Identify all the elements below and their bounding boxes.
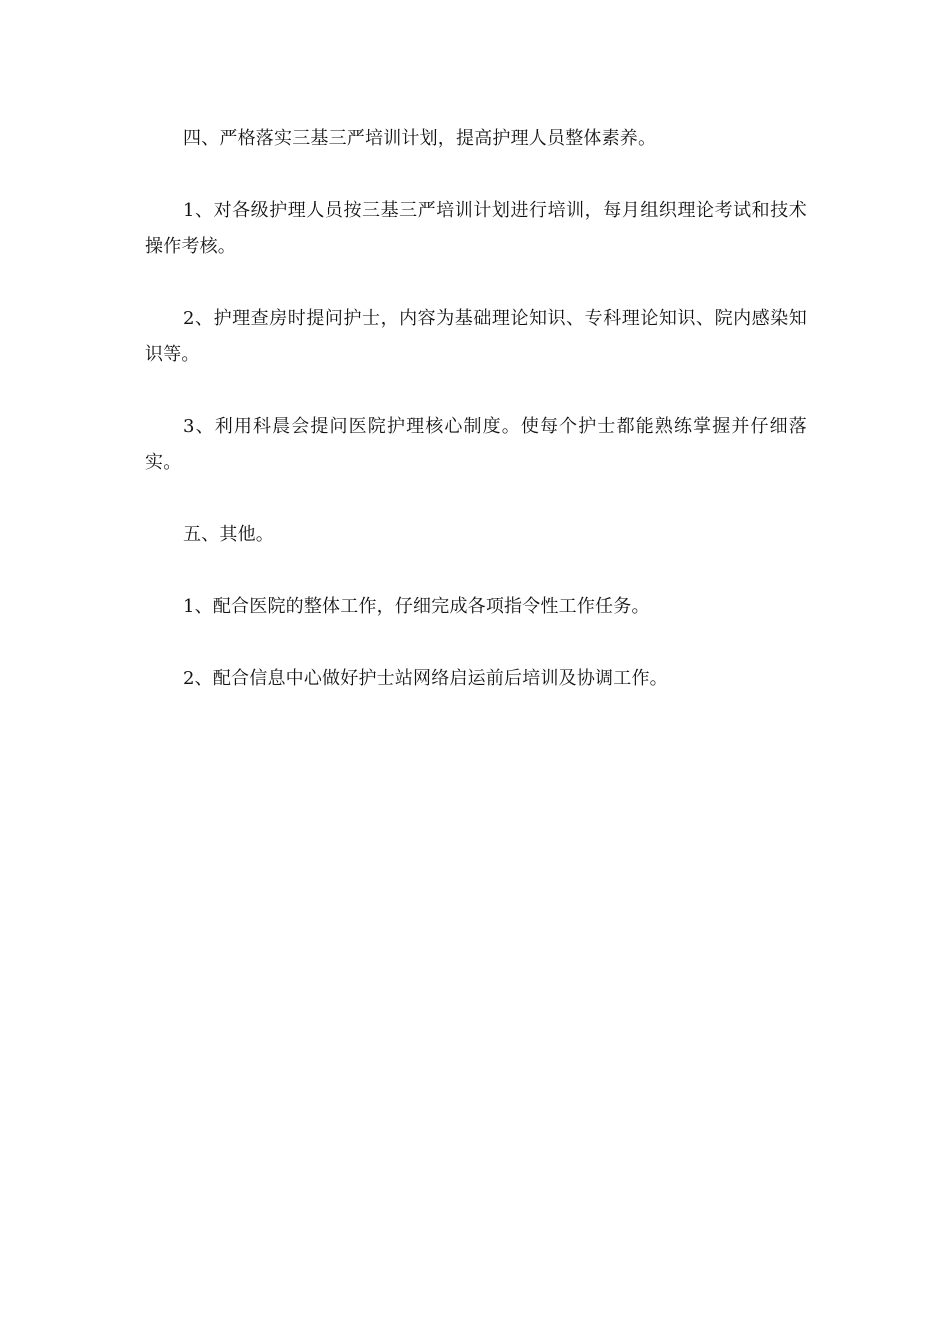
section-heading-four: 四、严格落实三基三严培训计划，提高护理人员整体素养。: [183, 128, 657, 149]
list-item-hospital-cooperation: 1、配合医院的整体工作，仔细完成各项指令性工作任务。: [183, 596, 650, 617]
list-item-morning-meeting: 3、利用科晨会提问医院护理核心制度。使每个护士都能熟练掌握并仔细落实。: [145, 416, 807, 473]
list-item-training-plan: 1、对各级护理人员按三基三严培训计划进行培训，每月组织理论考试和技术操作考核。: [145, 200, 807, 257]
section-heading-five: 五、其他。: [183, 524, 274, 545]
document-body: [145, 121, 807, 733]
list-item-network-training: 2、配合信息中心做好护士站网络启运前后培训及协调工作。: [183, 668, 668, 689]
list-item-ward-round-questions: 2、护理查房时提问护士，内容为基础理论知识、专科理论知识、院内感染知识等。: [145, 308, 807, 365]
